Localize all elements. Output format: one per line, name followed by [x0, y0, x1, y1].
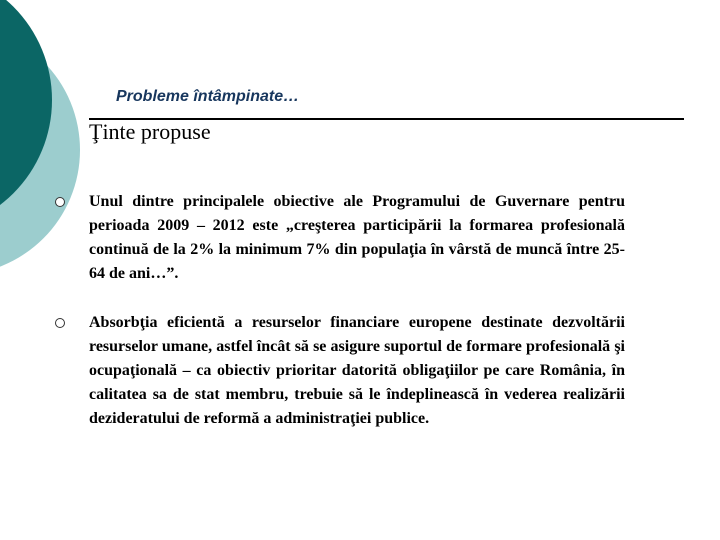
bullet-list [55, 190, 625, 431]
bullet-item [55, 311, 625, 431]
hollow-circle-bullet-icon [55, 318, 65, 328]
slide-title: Ţinte propuse [89, 119, 211, 144]
slide-subtitle: Probleme întâmpinate… [116, 88, 300, 105]
bullet-text: Absorbţia eficientă a resurselor financiare europene destinate dezvoltării resurselor umane, astfel încât să se asigure suportul de formare profesională şi ocupaţională – ca obiectiv prioritar datorită obligaţiilor pe care România, în calitatea sa de stat membru, trebuie să le îndeplinească în vederea realizării dezideratului de reformă a administraţiei publice. [89, 314, 625, 427]
dark-teal-circle [0, 0, 52, 232]
bullet-text: Unul dintre principalele obiective ale Programului de Guvernare pentru perioada 2009 – 2012 este „creşterea participării la formarea profesională continuă de la 2% la minimum 7% din populaţia în vârstă de muncă între 25-64 de ani…”. [89, 193, 625, 282]
hollow-circle-bullet-icon [55, 197, 65, 207]
bullet-item [55, 190, 625, 286]
